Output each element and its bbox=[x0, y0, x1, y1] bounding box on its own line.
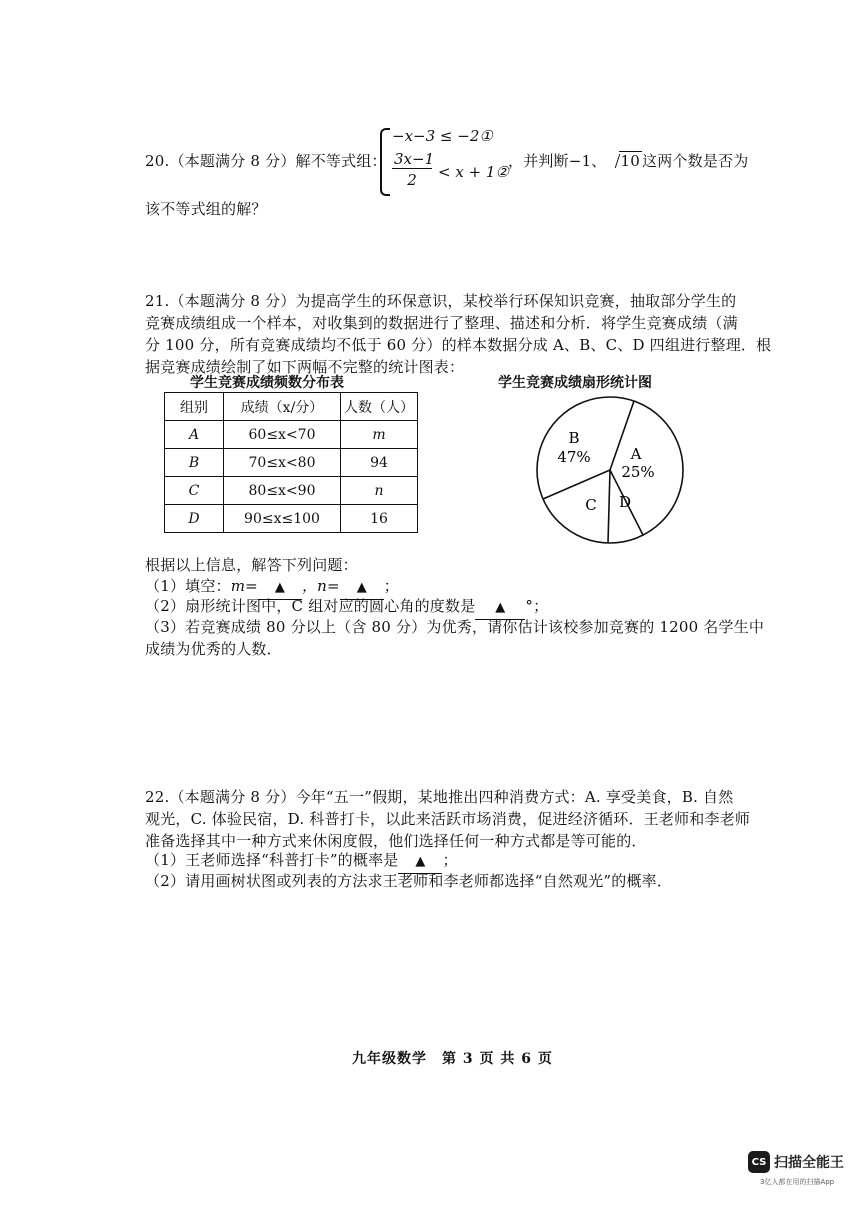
page-footer: 九年级数学 第 3 页 共 6 页 bbox=[352, 1051, 553, 1067]
header-group: 组别 bbox=[165, 393, 224, 421]
table-row bbox=[165, 449, 418, 477]
q21-line-4: 据竞赛成绩绘制了如下两幅不完整的统计图表： bbox=[145, 358, 465, 376]
cell-score: 80≤x<90 bbox=[224, 477, 341, 505]
header-count: 人数（人） bbox=[341, 393, 418, 421]
q22-line-3: 准备选择其中一种方式来休闲度假，他们选择任何一种方式都是等可能的． bbox=[145, 832, 647, 850]
cell-group: B bbox=[165, 449, 224, 477]
q22-line-1: 22.（本题满分 8 分）今年“五一”假期，某地推出四种消费方式：A. 享受美食，B. 自然 bbox=[145, 788, 734, 806]
q21-prompt: 根据以上信息，解答下列问题： bbox=[145, 556, 358, 574]
header-score: 成绩（x/分） bbox=[224, 393, 341, 421]
cell-count: 16 bbox=[341, 505, 418, 533]
pie-label-a: A bbox=[630, 445, 642, 463]
q22-sub2: （2）请用画树状图或列表的方法求王老师和李老师都选择“自然观光”的概率． bbox=[145, 872, 673, 890]
q20-inequality-1: −x−3 ≤ −2① bbox=[392, 127, 493, 145]
q20-fraction bbox=[392, 150, 435, 189]
triangle-icon: ▲ bbox=[274, 580, 286, 595]
q20-prefix: 20.（本题满分 8 分）解不等式组： bbox=[145, 152, 387, 170]
frequency-table bbox=[164, 392, 418, 533]
fraction-denominator: 2 bbox=[407, 171, 417, 189]
q20-suffix-b: 这两个数是否为 bbox=[642, 152, 749, 170]
sub1-label: （1）填空： bbox=[145, 577, 231, 595]
pie-label-c: C bbox=[585, 496, 597, 514]
cell-group: D bbox=[165, 505, 224, 533]
pie-caption: 学生竞赛成绩扇形统计图 bbox=[498, 375, 652, 391]
table-caption: 学生竞赛成绩频数分布表 bbox=[190, 375, 344, 391]
fraction-numerator: 3x−1 bbox=[394, 150, 435, 168]
pie-divider-c-d bbox=[608, 470, 610, 543]
triangle-icon: ▲ bbox=[495, 600, 506, 615]
cell-count: m bbox=[341, 421, 418, 449]
cell-group: C bbox=[165, 477, 224, 505]
table-row bbox=[165, 421, 418, 449]
sqrt-value: 10 bbox=[620, 152, 641, 170]
table-row bbox=[165, 505, 418, 533]
sub2-text: （2）扇形统计图中，C 组对应的圆心角的度数是 bbox=[145, 597, 476, 615]
q21-line-1: 21.（本题满分 8 分）为提高学生的环保意识，某校举行环保知识竞赛，抽取部分学生的 bbox=[145, 292, 737, 310]
triangle-icon: ▲ bbox=[415, 854, 426, 869]
sub1-n: ，n= bbox=[301, 577, 340, 595]
scanner-tagline: 3亿人都在用的扫描App bbox=[760, 1178, 835, 1186]
sub1-m: m= bbox=[230, 577, 258, 595]
sub1-end: ； bbox=[383, 577, 399, 595]
table-row bbox=[165, 477, 418, 505]
pie-pct-b: 47% bbox=[557, 448, 591, 466]
system-brace bbox=[380, 128, 390, 196]
pie-pct-a: 25% bbox=[621, 463, 655, 481]
q22-sub1-text: （1）王老师选择“科普打卡”的概率是 bbox=[145, 851, 399, 869]
q21-line-3: 分 100 分，所有竞赛成绩均不低于 60 分）的样本数据分成 A、B、C、D 四组进行整理．根 bbox=[145, 336, 772, 354]
q21-sub3-line-2: 成绩为优秀的人数． bbox=[145, 640, 282, 658]
q21-sub3-line-1: （3）若竞赛成绩 80 分以上（含 80 分）为优秀，请你估计该校参加竞赛的 1200 名学生中 bbox=[145, 618, 765, 636]
pie-divider-b-c bbox=[543, 470, 610, 499]
sqrt-symbol bbox=[607, 150, 643, 172]
sub2-end: °； bbox=[525, 597, 549, 615]
q20-suffix-a: ，并判断−1、 bbox=[508, 152, 607, 170]
cell-count: 94 bbox=[341, 449, 418, 477]
scanner-app-name: 扫描全能王 bbox=[774, 1155, 844, 1171]
triangle-icon: ▲ bbox=[356, 580, 367, 595]
q20-line-2: 该不等式组的解？ bbox=[145, 200, 267, 218]
q21-line-2: 竞赛成绩组成一个样本，对收集到的数据进行了整理、描述和分析．将学生竞赛成绩（满 bbox=[145, 314, 738, 332]
cell-group: A bbox=[165, 421, 224, 449]
pie-label-d: D bbox=[618, 493, 632, 511]
pie-label-b: B bbox=[568, 429, 580, 447]
cell-score: 70≤x<80 bbox=[224, 449, 341, 477]
cell-score: 90≤x≤100 bbox=[224, 505, 341, 533]
q22-sub1-end: ； bbox=[442, 851, 458, 869]
q22-line-2: 观光，C. 体验民宿，D. 科普打卡，以此来活跃市场消费，促进经济循环．王老师和李老师 bbox=[145, 810, 751, 828]
q20-inequality-2-rest: < x + 1② bbox=[438, 163, 509, 181]
cell-score: 60≤x<70 bbox=[224, 421, 341, 449]
pie-chart bbox=[520, 395, 700, 545]
q20-suffix bbox=[508, 150, 748, 172]
table-header-row bbox=[165, 393, 418, 421]
cell-count: n bbox=[341, 477, 418, 505]
scanner-logo-icon: CS bbox=[748, 1151, 770, 1173]
